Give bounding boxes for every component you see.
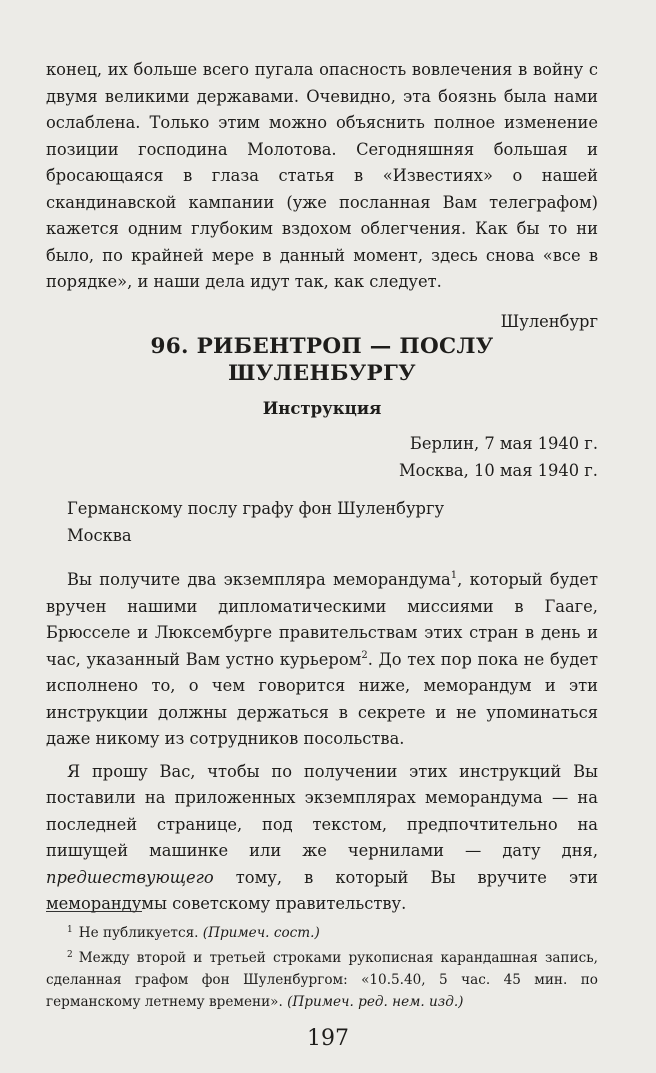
document-title-line2: ШУЛЕНБУРГУ	[228, 361, 416, 386]
footnote-2-text: Между второй и третьей строками рукописная карандашная запись, сделанная графом фон Шуленбургом: «10.5.40, 5 час. 45 мин. по германскому летнему времени».	[46, 950, 598, 1010]
footnote-2	[46, 944, 598, 1013]
document-body	[46, 567, 598, 918]
addressee-city: Москва	[67, 526, 132, 545]
document-subtitle: Инструкция	[262, 399, 382, 418]
p2-text-b: тому, в который Вы вручите эти меморандумы советскому правительству.	[46, 867, 598, 913]
body-paragraph-2	[46, 759, 598, 918]
document-header	[46, 333, 598, 549]
intro-section	[46, 57, 598, 335]
page-number: 197	[307, 1026, 349, 1051]
body-paragraph-1	[46, 567, 598, 753]
p2-emphasis: предшествующего	[46, 867, 214, 887]
footnote-1	[46, 919, 598, 944]
p1-text-a: Вы получите два экземпляра меморандума	[67, 570, 451, 589]
p1-text-c: . До тех пор пока не будет исполнено то, о чем говорится ниже, меморандум и эти инструкции должны держаться в секрете и не упоминаться даже никому из сотрудников посольства.	[46, 649, 598, 748]
footnotes	[46, 919, 598, 1013]
place-date-moscow: Москва, 10 мая 1940 г.	[398, 461, 598, 480]
footnote-2-note: (Примеч. ред. нем. изд.)	[287, 994, 464, 1010]
p2-text-a: Я прошу Вас, чтобы по получении этих инструкций Вы поставили на приложенных экземплярах меморандума — на последней странице, под текстом, предпочтительно на пишущей машинке или же чернилами — дату дня,	[46, 761, 598, 860]
p1-text-b: , который будет вручен нашими дипломатическими миссиями в Гааге, Брюсселе и Люксембурге правительствам этих стран в день и час, указанный Вам устно курьером	[46, 570, 598, 669]
footnote-divider	[46, 911, 142, 912]
signature: Шуленбург	[500, 311, 598, 331]
addressee: Германскому послу графу фон Шуленбургу	[67, 499, 445, 518]
footnote-1-number: 1	[67, 925, 73, 935]
footnote-1-text: Не публикуется.	[78, 925, 203, 941]
footnote-ref-2: 2	[361, 649, 368, 661]
place-date-berlin: Берлин, 7 мая 1940 г.	[409, 434, 598, 453]
document-title-line1: 96. РИБЕНТРОП — ПОСЛУ	[150, 334, 494, 359]
footnote-2-number: 2	[67, 950, 73, 960]
footnote-1-note: (Примеч. сост.)	[202, 925, 320, 941]
intro-paragraph: конец, их больше всего пугала опасность вовлечения в войну с двумя великими державами. Очевидно, эта боязнь была нами ослаблена. Только этим можно объяснить полное изменение позиции господина Молотова. Сегодняшняя большая и бросающаяся в глаза статья в «Известиях» о нашей скандинавской кампании (уже посланная Вам телеграфом) кажется одним глубоким вздохом облегчения. Как бы то ни было, по крайней мере в данный момент, здесь снова «все в порядке», и наши дела идут так, как следует.	[46, 60, 598, 291]
footnote-ref-1: 1	[450, 570, 458, 581]
